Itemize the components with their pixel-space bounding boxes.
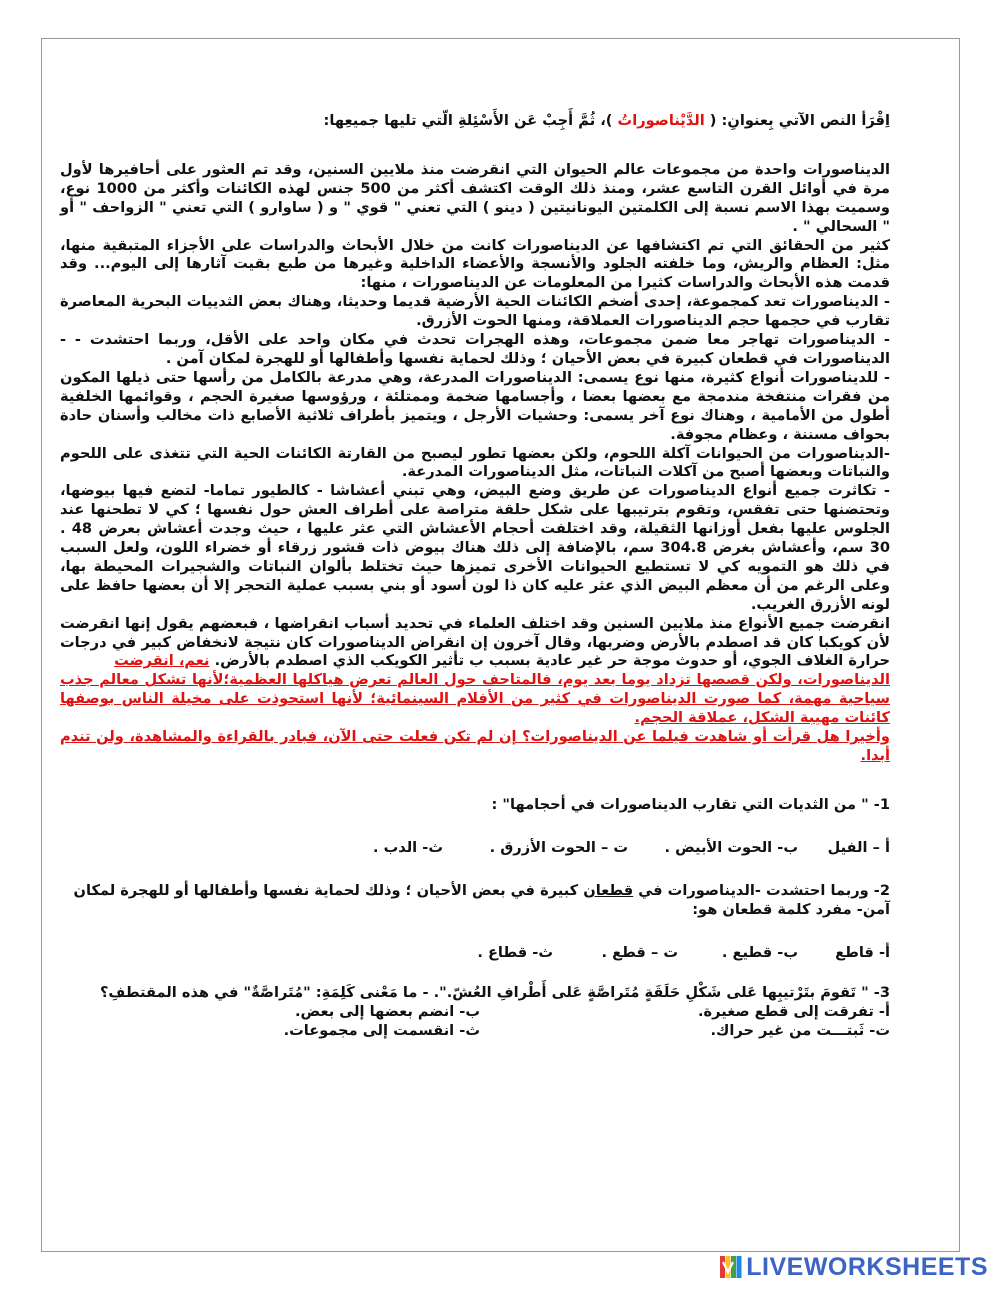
question-2-option-c[interactable]: ت – قطع . — [601, 943, 678, 961]
worksheet-content — [60, 112, 890, 1041]
paragraph-types: - للديناصورات أنواع كثيرة، منها نوع يسمى: الديناصورات المدرعة، وهي مدرعة بالكامل من رأسها حتى ذيلها المكون من فقرات منتفخة مندمجة مع بعضها بعضا ، وأجسامها ضخمة وممتلئة ، ورؤوسها صغيرة الحجم ، وقوائمها الخلفية أطول من الأمامية ، وهناك نوع آخر يسمى: وحشيات الأرجل ، ويتميز بأطراف ثلاثية الأصابع ذات مخالب وأسنان حادة بحواف مسننة ، وعظام مجوفة. — [60, 368, 890, 443]
question-2-option-b[interactable]: ب- قطيع . — [721, 943, 798, 961]
question-3-options — [60, 1003, 890, 1041]
question-3-option-a[interactable]: أ- تفرقت إلى قطع صغيرة. — [698, 1003, 890, 1021]
underlined-word: قطعان — [583, 881, 634, 899]
question-1-option-d[interactable]: ث- الدب . — [372, 838, 443, 856]
question-2-prompt: 2- وربما احتشدت -الديناصورات في قطعان كبيرة في بعض الأحيان ؛ وذلك لحماية نفسها وأطفالها أو للهجرة لمكان آمن- مفرد كلمة قطعان هو: — [73, 881, 890, 918]
liveworksheets-logo[interactable] — [720, 1252, 988, 1282]
question-1-options — [60, 839, 890, 858]
paragraph-reproduction: - تكاثرت جميع أنواع الديناصورات عن طريق وضع البيض، وهي تبني أعشاشا - كالطيور تماما- لتضع فيها بيوضها، وتحتضنها حتى تفقس، وتقوم بترتيبها على شكل حلقة متراصة على أطراف العش حول نفسها ؛ كي لا تطحنها عند الجلوس عليها بفعل أوزانها الثقيلة، وقد اختلفت أحجام الأعشاش التي عثر عليها ، حيث وجدت أعشاش بعرض 48 . 30 سم، وأعشاش بغرض 304.8 سم، بالإضافة إلى ذلك هناك بيوض ذات قشور زرقاء أو خضراء اللون، ولعل السبب في ذلك هو التمويه كي لا تستطيع الحيوانات الأخرى تميزها حيث تختلط بألوان النباتات والشجيرات المحيطة بها، وعلى الرغم من أن معظم البيض الذي عثر عليه كان ذا لون أسود أو بني بسبب عملية التحجر إلا أن بعضها حافظ على لونه الأزرق الغريب. — [60, 482, 891, 613]
paragraph-intro: الديناصورات واحدة من مجموعات عالم الحيوان التي انقرضت منذ ملايين السنين، وقد تم العثور على أحافيرها لأول مرة في أوائل القرن التاسع عشر، ومنذ ذلك الوقت اكتشف أكثر من 500 جنس لهذه الكائنات وأكثر من 1000 نوع، وسميت بهذا الاسم نسبة إلى الكلمتين اليونانيتين ( دينو ) التي تعني " قوي " و ( ساوارو ) التي تعني " الزواحف " أو " السحالي " . — [60, 160, 890, 235]
paragraph-size: - الديناصورات تعد كمجموعة، إحدى أضخم الكائنات الحية الأرضية قديما وحديثا، وهناك بعض الثدييات البحرية المعاصرة تقارب في حجمها حجم الديناصورات العملاقة، ومنها الحوت الأزرق. — [60, 293, 890, 330]
paragraph-extinction: انقرضت جميع الأنواع منذ ملايين السنين وقد اختلف العلماء في تحديد أسباب انقراضها ، فبعضهم يقول إنها انقرضت لأن كويكبا كان قد اصطدم بالأرض وضربها، وقال آخرون إن انقراض الديناصورات كان نتيجة لانخفاض كبير في درجات حرارة الغلاف الجوي، أو حدوث موجة حر غير عادية بسبب ب تأثير الكويكب الذي اصطدم بالأرض. نعم، انقرضت — [60, 614, 890, 670]
question-3-prompt: 3- " تَقومَ بتَرْتيبِها عَلى شَكْلِ حَلَقَةٍ مُتَراصَّةٍ عَلى أَطْرافِ العُشّ.". - ما مَعْنى كَلِمَةِ: "مُتَراصَّةٌ" في هذه المقتطفِ؟ — [99, 984, 890, 1002]
liveworksheets-icon — [720, 1256, 742, 1278]
paragraph-migration: - الديناصورات تهاجر معا ضمن مجموعات، وهذه الهجرات تحدث في مكان واحد على الأقل، وربما احتشدت - - الديناصورات في قطعان كبيرة في بعض الأحيان ؛ وذلك لحماية نفسها وأطفالها أو للهجرة لمكان آمن . — [60, 331, 890, 367]
question-2-option-a[interactable]: أ- قاطع — [835, 943, 890, 961]
question-1-option-c[interactable]: ت – الحوت الأزرق . — [489, 838, 628, 856]
paragraph-facts: كثير من الحقائق التي تم اكتشافها عن الديناصورات كانت من خلال الأبحاث والدراسات على الأجزاء المتبقية منها، مثل: العظام والريش، وما خلفته الجلود والأنسجة والأعضاء الداخلية وغيرها من طبع بقيت آثارها إلى اليوم... وقد قدمت هذه الأبحاث والدراسات كثيرا من المعلومات عن الديناصورات ، منها: — [60, 236, 890, 292]
question-3-option-d[interactable]: ث- انقسمت إلى مجموعات. — [283, 1022, 480, 1040]
question-3-option-c[interactable]: ت- ثَبتـــت من غير حراك. — [710, 1022, 890, 1040]
question-1-option-b[interactable]: ب- الحوت الأبيض . — [664, 838, 798, 856]
paragraph-museums: الديناصورات، ولكن قصصها تزداد يوما بعد يوم، فالمتاحف حول العالم تعرض هياكلها العظمية؛لأنها تشكل معالم جذب سياحية مهمة، كما صورت الديناصورات في كثير من الأفلام السينمائية؛ لأنها استحوذت على مخيلة الناس بوصفها كائنات مهيبة الشكل، عملاقة الحجم. — [60, 671, 890, 727]
instruction: اِقْرَأ النص الآتي بِعنوانِ: ( الدَّيْناصوراتُ )، ثُمَّ أَجِبْ عَن الأَسْئِلةِ الّتي تليها جميعِها: — [323, 112, 890, 129]
question-2-option-d[interactable]: ث- قطاع . — [477, 943, 553, 961]
paragraph-diet: -الديناصورات من الحيوانات آكلة اللحوم، ولكن بعضها تطور ليصبح من القارتة الكائنات الحية التي تتغذى على اللحوم والنباتات وبعضها أصبح من آكلات النباتات، مثل الديناصورات المدرعة. — [60, 444, 890, 481]
paragraph-closing: وأخيرا هل قرأت أو شاهدت فيلما عن الديناصورات؟ إن لم تكن فعلت حتى الآن، فبادر بالقراءة والمشاهدة، ولن تندم أبدا. — [60, 728, 890, 764]
question-3-option-b[interactable]: ب- انضم بعضها إلى بعض. — [295, 1003, 480, 1021]
question-1-prompt: 1- " من الثديات التي تقارب الديناصورات في أحجامها" : — [491, 795, 890, 813]
question-1-option-a[interactable]: أ – الفيل — [827, 838, 890, 856]
text-title: الدَّيْناصوراتُ — [612, 112, 710, 129]
logo-text: LIVEWORKSHEETS — [746, 1252, 988, 1281]
question-2-options — [60, 944, 890, 963]
